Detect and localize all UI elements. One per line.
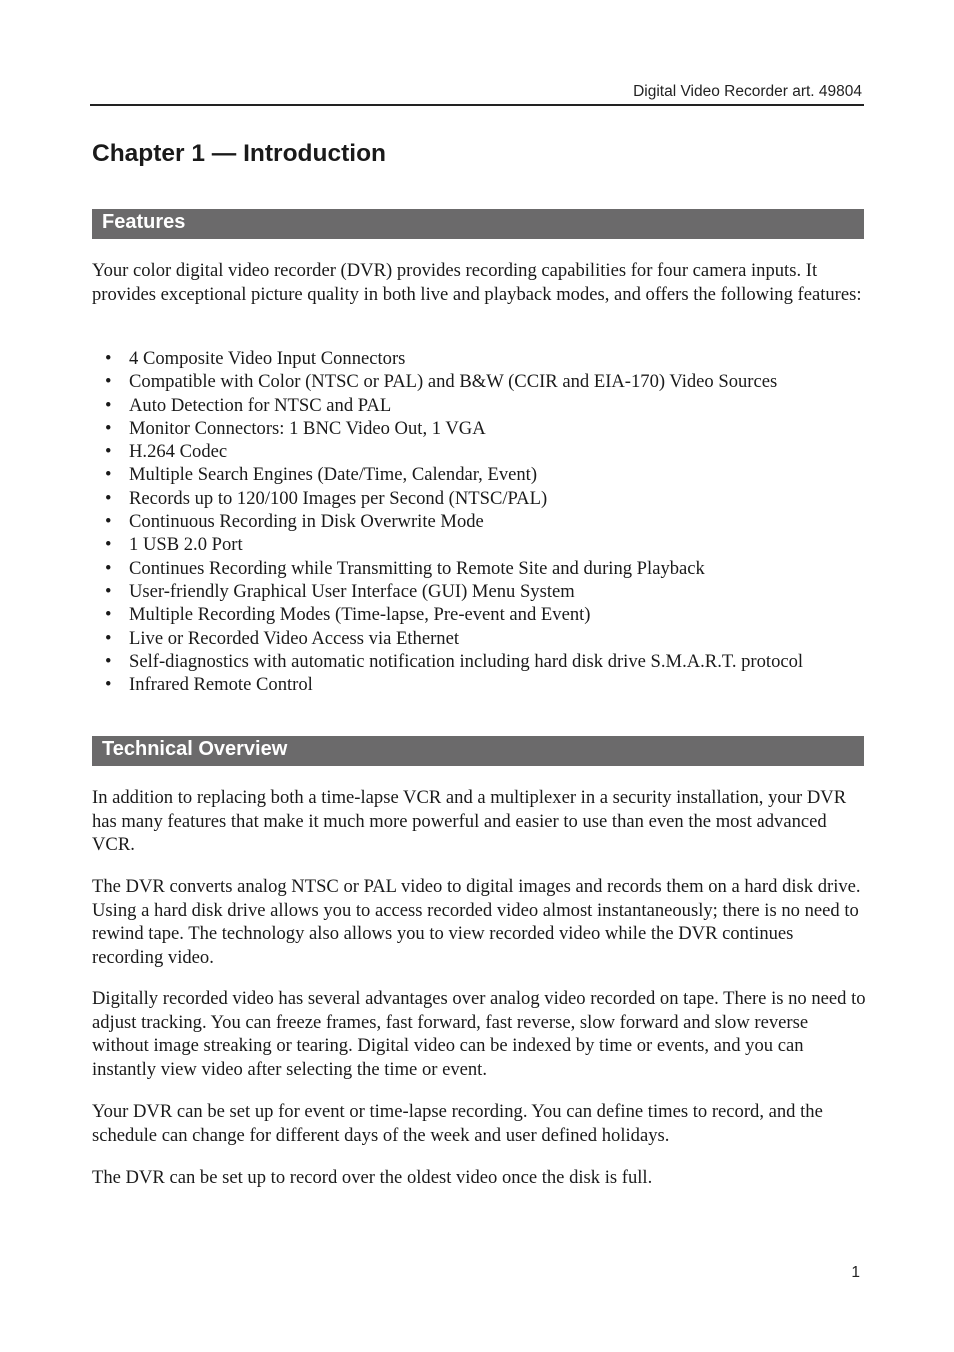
list-item: • H.264 Codec xyxy=(105,440,885,463)
list-item: • Continuous Recording in Disk Overwrite Mode xyxy=(105,510,885,533)
overview-paragraph: Digitally recorded video has several advantages over analog video recorded on tape. There is no need to adjust tracking. You can freeze frames, fast forward, fast reverse, slow forward and slow reverse without image streaking or tearing. Digital video can be indexed by time or events, and you can instantly view video after selecting the time or event. xyxy=(92,988,866,1080)
list-item: • Multiple Recording Modes (Time-lapse, Pre-event and Event) xyxy=(105,603,885,626)
list-item: • Records up to 120/100 Images per Second (NTSC/PAL) xyxy=(105,487,885,510)
section-heading-technical-overview: Technical Overview xyxy=(102,738,288,760)
list-item: • Multiple Search Engines (Date/Time, Calendar, Event) xyxy=(105,463,885,486)
section-heading-features: Features xyxy=(102,211,186,233)
list-item: • Compatible with Color (NTSC or PAL) and B&W (CCIR and EIA-170) Video Sources xyxy=(105,370,885,393)
list-item: • User-friendly Graphical User Interface (GUI) Menu System xyxy=(105,580,885,603)
section-bar-features xyxy=(92,209,864,239)
list-item: • 4 Composite Video Input Connectors xyxy=(105,347,885,370)
page-number: 1 xyxy=(851,1264,860,1281)
features-intro: Your color digital video recorder (DVR) provides recording capabilities for four camera inputs. It provides exceptional picture quality in both live and playback modes, and offers the following features: xyxy=(92,260,862,305)
overview-paragraph: The DVR converts analog NTSC or PAL video to digital images and records them on a hard disk drive. Using a hard disk drive allows you to access recorded video almost instantaneously; there is no need to rewind tape. The technology also allows you to view recorded video while the DVR continues recording video. xyxy=(92,876,861,968)
list-item: • Live or Recorded Video Access via Ethernet xyxy=(105,627,885,650)
running-header: Digital Video Recorder art. 49804 xyxy=(633,83,862,100)
overview-paragraph: Your DVR can be set up for event or time-lapse recording. You can define times to record, and the schedule can change for different days of the week and user defined holidays. xyxy=(92,1101,823,1146)
section-bar-technical-overview xyxy=(92,736,864,766)
header-rule xyxy=(90,104,864,106)
list-item: • 1 USB 2.0 Port xyxy=(105,533,885,556)
overview-paragraph: In addition to replacing both a time-lapse VCR and a multiplexer in a security installation, your DVR has many features that make it much more powerful and easier to use than even the most advanced VCR. xyxy=(92,787,847,855)
overview-paragraph: The DVR can be set up to record over the oldest video once the disk is full. xyxy=(92,1167,653,1188)
list-item: • Infrared Remote Control xyxy=(105,673,885,696)
list-item: • Continues Recording while Transmitting to Remote Site and during Playback xyxy=(105,557,885,580)
list-item: • Auto Detection for NTSC and PAL xyxy=(105,394,885,417)
list-item: • Monitor Connectors: 1 BNC Video Out, 1 VGA xyxy=(105,417,885,440)
list-item: • Self-diagnostics with automatic notification including hard disk drive S.M.A.R.T. protocol xyxy=(105,650,885,673)
chapter-title: Chapter 1 — Introduction xyxy=(92,140,386,167)
features-list xyxy=(105,347,885,696)
